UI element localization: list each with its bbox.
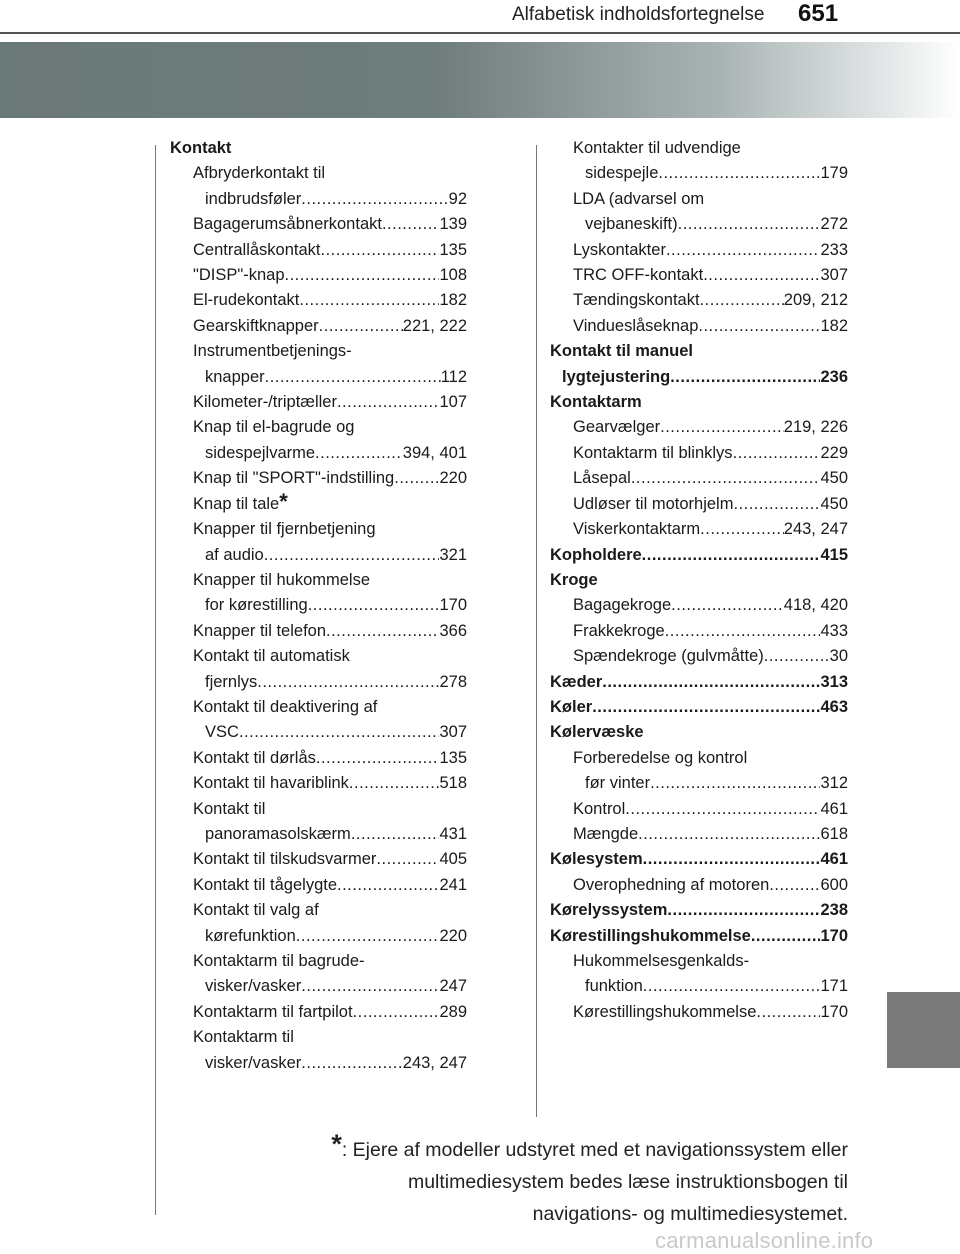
- index-entry: [550, 136, 848, 187]
- page-reference: 289: [439, 1002, 467, 1021]
- index-entry-text: Kæder: [550, 672, 603, 691]
- page-reference: 241: [439, 875, 467, 894]
- index-entry: [550, 288, 848, 313]
- index-entry: [170, 517, 467, 568]
- index-entry-text: Knap til "SPORT"-indstilling: [193, 469, 395, 488]
- leader-dots: [671, 593, 784, 618]
- page-reference: 433: [820, 621, 848, 640]
- index-entry-text: Knapper til hukommelse: [193, 570, 371, 589]
- index-column-right: [550, 136, 848, 1025]
- index-entry-text: Kontakt til havariblink: [193, 774, 349, 793]
- running-header-title: Alfabetisk indholdsfortegnelse: [512, 4, 765, 25]
- page-reference: 418, 420: [783, 596, 848, 615]
- page-reference: 415: [820, 545, 848, 564]
- index-entry-text: Kontakt til: [193, 799, 266, 818]
- leader-dots: [285, 263, 440, 288]
- page-reference: 463: [820, 697, 848, 716]
- index-entry: [550, 339, 848, 390]
- index-entry: [170, 415, 467, 466]
- index-entry: [170, 746, 467, 771]
- leader-dots: [643, 974, 821, 999]
- index-entry-text: lygtejustering: [562, 367, 671, 386]
- leader-dots: [394, 466, 439, 491]
- page-reference: 461: [820, 850, 848, 869]
- footnote: [290, 1128, 848, 1230]
- column-divider: [536, 145, 537, 1117]
- index-entry: [550, 314, 848, 339]
- index-entry: [550, 898, 848, 923]
- leader-dots: [319, 314, 403, 339]
- page-reference: 518: [439, 774, 467, 793]
- index-entry: [170, 898, 467, 949]
- index-entry: [170, 873, 467, 898]
- page-reference: 112: [440, 367, 467, 386]
- page-reference: 312: [820, 774, 848, 793]
- index-entry-text: visker/vasker: [205, 977, 302, 996]
- page-reference: 236: [820, 367, 848, 386]
- index-entry-text: Knapper til fjernbetjening: [193, 520, 376, 539]
- leader-dots: [666, 238, 821, 263]
- leader-dots: [700, 288, 784, 313]
- index-entry: [170, 339, 467, 390]
- page-reference: 450: [820, 494, 848, 513]
- leader-dots: [631, 466, 821, 491]
- index-entry: [550, 593, 848, 618]
- index-entry-text: "DISP"-knap: [193, 266, 285, 285]
- index-entry: [550, 644, 848, 669]
- index-entry-text: Spændekroge (gulvmåtte): [573, 647, 764, 666]
- index-entry-text: Kontakt til tilskudsvarmer: [193, 850, 377, 869]
- index-entry-text: Bagagerumsåbnerkontakt: [193, 215, 382, 234]
- index-entry-text: LDA (advarsel om: [573, 189, 705, 208]
- index-entry: [550, 695, 848, 720]
- index-entry-text: sidespejle: [585, 164, 659, 183]
- left-column-rule: [155, 145, 156, 1215]
- index-entry: [170, 263, 467, 288]
- index-entry-text: Viskerkontaktarm: [573, 520, 701, 539]
- index-entry: [550, 619, 848, 644]
- index-entry-text: Kontakt til automatisk: [193, 647, 350, 666]
- leader-dots: [638, 822, 820, 847]
- index-entry: [170, 619, 467, 644]
- index-entry: [550, 568, 848, 593]
- index-entry-text: Bagagekroge: [573, 596, 672, 615]
- index-entry-text: Forberedelse og kontrol: [573, 748, 748, 767]
- page-reference: 107: [439, 393, 467, 412]
- leader-dots: [308, 593, 440, 618]
- index-entry-text: Kopholdere: [550, 545, 642, 564]
- index-entry-text: kørefunktion: [205, 926, 296, 945]
- page-reference: 431: [439, 824, 467, 843]
- index-entry: [170, 949, 467, 1000]
- page-reference: 219, 226: [783, 418, 848, 437]
- index-entry-text: vejbaneskift): [585, 215, 678, 234]
- leader-dots: [625, 797, 820, 822]
- index-entry: [170, 314, 467, 339]
- page-reference: 272: [820, 215, 848, 234]
- leader-dots: [351, 822, 440, 847]
- index-entry: [170, 161, 467, 212]
- index-entry: [170, 1000, 467, 1025]
- index-entry-text: Afbryderkontakt til: [193, 164, 326, 183]
- index-entry-text: Kontaktarm til blinklys: [573, 443, 733, 462]
- index-entry-text: Kørelyssystem: [550, 901, 668, 920]
- leader-dots: [299, 288, 439, 313]
- chapter-banner: [0, 42, 960, 118]
- page-reference: 139: [439, 215, 467, 234]
- page-reference: 278: [439, 672, 467, 691]
- page-reference: 229: [820, 443, 848, 462]
- index-entry: [170, 695, 467, 746]
- leader-dots: [670, 365, 820, 390]
- index-entry: [170, 212, 467, 237]
- index-entry: [550, 670, 848, 695]
- leader-dots: [349, 771, 440, 796]
- chapter-thumb-tab: [887, 992, 960, 1068]
- page-reference: 170: [820, 1002, 848, 1021]
- index-entry-text: Hukommelsesgenkalds-: [573, 952, 750, 970]
- leader-dots: [756, 1000, 820, 1025]
- page-reference: 307: [820, 266, 848, 285]
- index-entry: [550, 492, 848, 517]
- index-entry: [550, 441, 848, 466]
- index-entry-text: Instrumentbetjenings-: [193, 342, 352, 361]
- page-reference: 461: [820, 799, 848, 818]
- index-entry: [550, 466, 848, 491]
- leader-dots: [733, 441, 821, 466]
- leader-dots: [602, 670, 820, 695]
- leader-dots: [301, 1051, 402, 1076]
- index-entry-text: visker/vasker: [205, 1053, 302, 1072]
- page-reference: 405: [439, 850, 467, 869]
- index-entry-text: Mængde: [573, 824, 639, 843]
- index-entry-text: Kontakt til dørlås: [193, 748, 316, 767]
- leader-dots: [660, 415, 784, 440]
- index-entry: [170, 466, 467, 491]
- index-entry-text: Kontakt: [170, 139, 232, 157]
- page-reference: 233: [820, 240, 848, 259]
- page-reference: 135: [439, 748, 467, 767]
- index-entry-text: Kørestillingshukommelse: [550, 926, 751, 945]
- footnote-line-2: multimediesystem bedes læse instruktionsbogen til: [407, 1171, 848, 1193]
- footnote-line-1: *: Ejere af modeller udstyret med et navigationssystem eller: [331, 1129, 848, 1161]
- leader-dots: [658, 161, 820, 186]
- leader-dots: [592, 695, 820, 720]
- page-reference: 366: [439, 621, 467, 640]
- leader-dots: [320, 238, 439, 263]
- index-entry: [550, 822, 848, 847]
- index-entry-text: Kølesystem: [550, 850, 643, 869]
- page-reference: 220: [439, 926, 467, 945]
- page-reference: 30: [829, 647, 848, 666]
- index-entry-text: knapper: [205, 367, 265, 386]
- leader-dots: [764, 644, 830, 669]
- footnote-asterisk: *: [331, 1129, 342, 1159]
- page-reference: 209, 212: [783, 291, 848, 310]
- leader-dots: [703, 263, 820, 288]
- index-entry: [550, 949, 848, 1000]
- index-entry-text: Udløser til motorhjelm: [573, 494, 734, 513]
- index-entry: [550, 720, 848, 745]
- index-entry-text: sidespejlvarme: [205, 443, 316, 462]
- index-entry-text: El-rudekontakt: [193, 291, 300, 310]
- index-entry-text: Kroge: [550, 570, 598, 589]
- index-entry-text: Gearvælger: [573, 418, 661, 437]
- index-entry-text: af audio: [205, 545, 264, 564]
- leader-dots: [316, 746, 440, 771]
- index-entry: [170, 797, 467, 848]
- index-entry-text: TRC OFF-kontakt: [573, 266, 704, 285]
- leader-dots: [257, 670, 439, 695]
- index-entry: [170, 136, 467, 161]
- leader-dots: [315, 441, 403, 466]
- page-reference: 170: [439, 596, 467, 615]
- leader-dots: [733, 492, 820, 517]
- index-entry: [550, 873, 848, 898]
- index-entry-text: Kontaktarm til fartpilot: [193, 1002, 353, 1021]
- index-entry-text: VSC: [205, 723, 239, 742]
- index-entry: [170, 1025, 467, 1076]
- index-entry: [550, 797, 848, 822]
- page-reference: 182: [439, 291, 467, 310]
- leader-dots: [301, 974, 439, 999]
- leader-dots: [642, 543, 821, 568]
- index-entry-text: Kontakt til deaktivering af: [193, 697, 378, 716]
- page-reference: 247: [439, 977, 467, 996]
- leader-dots: [326, 619, 439, 644]
- index-entry-text: Knapper til telefon: [193, 621, 327, 640]
- index-entry: [550, 847, 848, 872]
- index-entry-text: Kilometer-/triptæller: [193, 393, 337, 412]
- index-entry-text: Overophedning af motoren: [573, 875, 770, 894]
- index-entry-text: Kontakt til tågelygte: [193, 875, 338, 894]
- index-entry-text: Knap til tale: [193, 494, 280, 513]
- watermark: carmanualsonline.info: [655, 1228, 874, 1253]
- page-reference: 221, 222: [402, 316, 467, 335]
- page-reference: 220: [439, 469, 467, 488]
- index-entry: [550, 390, 848, 415]
- index-entry: [170, 771, 467, 796]
- footnote-line-3: navigations- og multimediesystemet.: [532, 1203, 848, 1225]
- index-entry-text: Kontaktarm til bagrude-: [193, 952, 365, 970]
- index-entry-text: før vinter: [585, 774, 651, 793]
- page-reference: 321: [439, 545, 467, 564]
- page-reference: 108: [439, 266, 467, 285]
- page-reference: 170: [820, 926, 848, 945]
- index-entry-text: Kontaktarm: [550, 393, 642, 412]
- leader-dots: [678, 212, 821, 237]
- page-reference: 135: [439, 240, 467, 259]
- leader-dots: [301, 187, 448, 212]
- index-entry: [170, 568, 467, 619]
- page-reference: 243, 247: [402, 1053, 467, 1072]
- index-entry-text: Kontaktarm til: [193, 1028, 294, 1047]
- index-entry-text: Gearskiftknapper: [193, 316, 319, 335]
- leader-dots: [650, 771, 820, 796]
- page-reference: 307: [439, 723, 467, 742]
- index-entry-text: Kølervæske: [550, 723, 644, 742]
- index-entry-text: Kontakter til udvendige: [573, 139, 741, 157]
- page-reference: 92: [448, 189, 467, 208]
- index-entry: [550, 517, 848, 542]
- leader-dots: [382, 212, 440, 237]
- index-entry-text: Vindueslåseknap: [573, 316, 699, 335]
- header-divider: [0, 32, 960, 34]
- index-entry: [550, 1000, 848, 1025]
- index-entry-text: Kontrol: [573, 799, 626, 818]
- index-entry: [550, 924, 848, 949]
- leader-dots: [337, 390, 440, 415]
- index-entry: [170, 390, 467, 415]
- index-entry-text: panoramasolskærm: [205, 824, 351, 843]
- index-entry-text: funktion: [585, 977, 643, 996]
- index-column-left: [170, 136, 467, 1076]
- leader-dots: [769, 873, 820, 898]
- index-entry: [550, 187, 848, 238]
- index-entry-text: fjernlys: [205, 672, 258, 691]
- index-entry: [550, 746, 848, 797]
- leader-dots: [665, 619, 821, 644]
- index-entry: [170, 288, 467, 313]
- index-entry-text: for kørestilling: [205, 596, 308, 615]
- leader-dots: [698, 314, 820, 339]
- index-entry-text: Låsepal: [573, 469, 631, 488]
- page-reference: 243, 247: [783, 520, 848, 539]
- index-entry-text: Knap til el-bagrude og: [193, 418, 355, 437]
- leader-dots: [337, 873, 439, 898]
- leader-dots: [353, 1000, 440, 1025]
- index-entry: [170, 238, 467, 263]
- index-entry: Knap til tale *: [170, 492, 467, 517]
- index-entry-text: Kontakt til valg af: [193, 901, 319, 920]
- page-reference: 171: [820, 977, 848, 996]
- leader-dots: [667, 898, 820, 923]
- leader-dots: [264, 543, 440, 568]
- leader-dots: [296, 924, 440, 949]
- index-entry-text: Frakkekroge: [573, 621, 665, 640]
- index-entry: [170, 644, 467, 695]
- page-reference: 313: [820, 672, 848, 691]
- page-reference: 182: [820, 316, 848, 335]
- index-entry: [170, 847, 467, 872]
- page-reference: 179: [820, 164, 848, 183]
- index-entry-text: Køler: [550, 697, 593, 716]
- leader-dots: [265, 365, 441, 390]
- index-entry: [550, 543, 848, 568]
- page-number: 651: [798, 0, 839, 27]
- index-entry: [550, 263, 848, 288]
- leader-dots: [643, 847, 821, 872]
- page-reference: 394, 401: [402, 443, 467, 462]
- index-entry-text: Lyskontakter: [573, 240, 666, 259]
- index-entry-text: Centrallåskontakt: [193, 240, 321, 259]
- index-entry-text: Tændingskontakt: [573, 291, 700, 310]
- page-reference: 618: [820, 824, 848, 843]
- leader-dots: [376, 847, 439, 872]
- page-reference: 600: [820, 875, 848, 894]
- index-entry: [550, 238, 848, 263]
- page-reference: 238: [820, 901, 848, 920]
- index-entry-text: Kørestillingshukommelse: [573, 1002, 757, 1021]
- index-entry-text: indbrudsføler: [205, 189, 302, 208]
- index-entry: [550, 415, 848, 440]
- page-reference: 450: [820, 469, 848, 488]
- leader-dots: [751, 924, 821, 949]
- leader-dots: [239, 720, 440, 745]
- index-entry-text: Kontakt til manuel: [550, 342, 694, 361]
- leader-dots: [700, 517, 784, 542]
